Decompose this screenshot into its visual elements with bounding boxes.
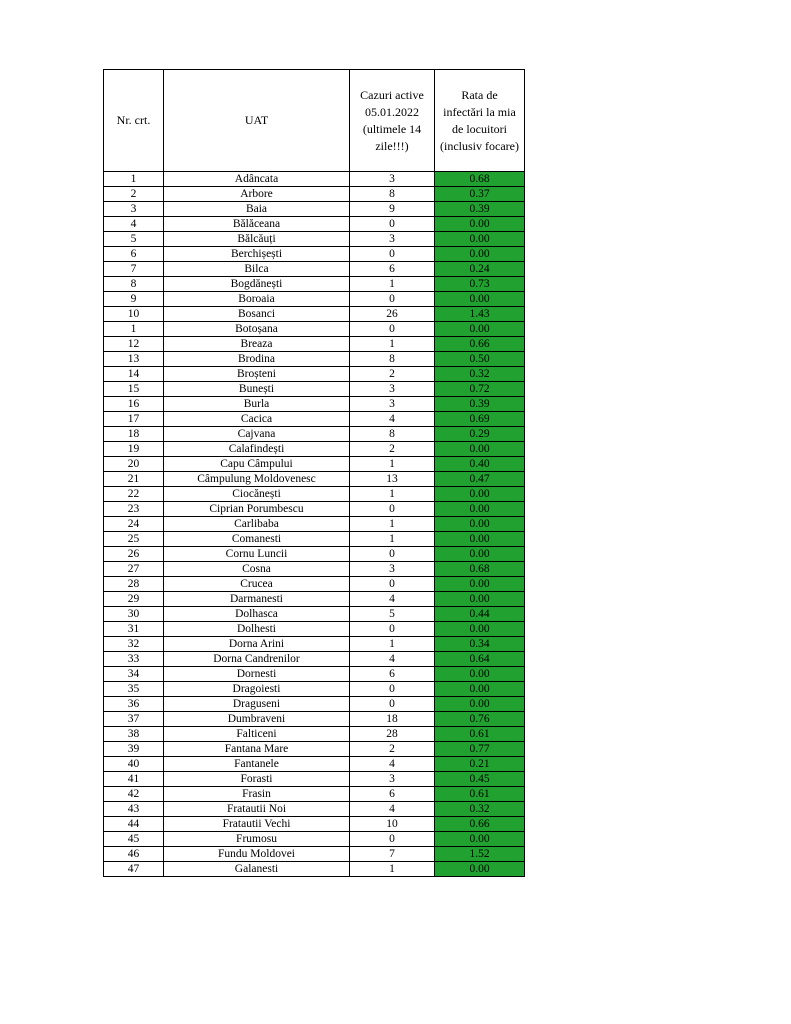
active-cases-cell: 1 (350, 517, 435, 532)
uat-name-cell: Baia (164, 202, 350, 217)
uat-name-cell: Dolhasca (164, 607, 350, 622)
active-cases-cell: 26 (350, 307, 435, 322)
row-number-cell: 17 (104, 412, 164, 427)
uat-name-cell: Bălcăuți (164, 232, 350, 247)
infection-rate-cell: 0.00 (435, 832, 525, 847)
infection-rate-cell: 0.39 (435, 202, 525, 217)
uat-name-cell: Falticeni (164, 727, 350, 742)
active-cases-cell: 1 (350, 337, 435, 352)
row-number-cell: 16 (104, 397, 164, 412)
table-row (104, 457, 525, 472)
infection-rate-cell: 0.00 (435, 577, 525, 592)
uat-name-cell: Fantanele (164, 757, 350, 772)
table-row (104, 517, 525, 532)
active-cases-cell: 9 (350, 202, 435, 217)
row-number-cell: 43 (104, 802, 164, 817)
table-row (104, 652, 525, 667)
infection-rate-cell: 0.21 (435, 757, 525, 772)
row-number-cell: 1 (104, 172, 164, 187)
uat-name-cell: Fratautii Noi (164, 802, 350, 817)
active-cases-cell: 3 (350, 382, 435, 397)
header-active-cases-line: (ultimele 14 (362, 121, 422, 136)
uat-name-cell: Cajvana (164, 427, 350, 442)
table-row (104, 187, 525, 202)
active-cases-cell: 4 (350, 757, 435, 772)
active-cases-cell: 1 (350, 532, 435, 547)
infection-rate-cell: 0.39 (435, 397, 525, 412)
uat-name-cell: Dumbraveni (164, 712, 350, 727)
uat-name-cell: Bosanci (164, 307, 350, 322)
row-number-cell: 3 (104, 202, 164, 217)
infection-rate-cell: 0.68 (435, 562, 525, 577)
active-cases-cell: 18 (350, 712, 435, 727)
row-number-cell: 15 (104, 382, 164, 397)
active-cases-cell: 4 (350, 652, 435, 667)
infection-rate-cell: 0.00 (435, 442, 525, 457)
uat-name-cell: Broșteni (164, 367, 350, 382)
row-number-cell: 6 (104, 247, 164, 262)
uat-name-cell: Bogdănești (164, 277, 350, 292)
infection-rate-cell: 0.29 (435, 427, 525, 442)
uat-name-cell: Fundu Moldovei (164, 847, 350, 862)
uat-name-cell: Crucea (164, 577, 350, 592)
row-number-cell: 14 (104, 367, 164, 382)
table-row (104, 232, 525, 247)
table-row (104, 487, 525, 502)
table-row (104, 382, 525, 397)
active-cases-cell: 3 (350, 562, 435, 577)
active-cases-cell: 8 (350, 427, 435, 442)
uat-name-cell: Calafindești (164, 442, 350, 457)
active-cases-cell: 0 (350, 547, 435, 562)
uat-name-cell: Fratautii Vechi (164, 817, 350, 832)
uat-name-cell: Burla (164, 397, 350, 412)
uat-name-cell: Draguseni (164, 697, 350, 712)
row-number-cell: 46 (104, 847, 164, 862)
row-number-cell: 35 (104, 682, 164, 697)
table-row (104, 502, 525, 517)
row-number-cell: 4 (104, 217, 164, 232)
uat-name-cell: Darmanesti (164, 592, 350, 607)
uat-name-cell: Frasin (164, 787, 350, 802)
table-row (104, 322, 525, 337)
header-active-cases-line: 05.01.2022 (365, 104, 419, 119)
table-row (104, 262, 525, 277)
infection-rate-cell: 0.00 (435, 502, 525, 517)
infection-rate-cell: 0.00 (435, 247, 525, 262)
table-row (104, 847, 525, 862)
table-row (104, 622, 525, 637)
uat-name-cell: Capu Câmpului (164, 457, 350, 472)
infection-rate-cell: 0.00 (435, 547, 525, 562)
active-cases-cell: 0 (350, 322, 435, 337)
row-number-cell: 1 (104, 322, 164, 337)
table-body (104, 172, 525, 877)
active-cases-cell: 13 (350, 472, 435, 487)
uat-name-cell: Carlibaba (164, 517, 350, 532)
header-uat: UAT (164, 70, 350, 172)
row-number-cell: 5 (104, 232, 164, 247)
table-row (104, 277, 525, 292)
row-number-cell: 8 (104, 277, 164, 292)
active-cases-cell: 1 (350, 637, 435, 652)
table-row (104, 787, 525, 802)
infection-rate-cell: 0.00 (435, 232, 525, 247)
row-number-cell: 36 (104, 697, 164, 712)
table-row (104, 607, 525, 622)
infection-rate-cell: 0.00 (435, 697, 525, 712)
active-cases-cell: 4 (350, 592, 435, 607)
table-row (104, 832, 525, 847)
row-number-cell: 38 (104, 727, 164, 742)
infection-rate-cell: 0.72 (435, 382, 525, 397)
active-cases-cell: 1 (350, 862, 435, 877)
infection-rate-cell: 0.00 (435, 487, 525, 502)
uat-name-cell: Bunești (164, 382, 350, 397)
table-row (104, 757, 525, 772)
uat-name-cell: Cornu Luncii (164, 547, 350, 562)
table-row (104, 352, 525, 367)
active-cases-cell: 0 (350, 217, 435, 232)
row-number-cell: 13 (104, 352, 164, 367)
active-cases-cell: 3 (350, 172, 435, 187)
active-cases-cell: 28 (350, 727, 435, 742)
row-number-cell: 21 (104, 472, 164, 487)
infection-rate-cell: 0.73 (435, 277, 525, 292)
uat-name-cell: Berchișești (164, 247, 350, 262)
active-cases-cell: 1 (350, 487, 435, 502)
table-row (104, 412, 525, 427)
uat-name-cell: Bălăceana (164, 217, 350, 232)
header-row (104, 70, 525, 172)
row-number-cell: 45 (104, 832, 164, 847)
table-row (104, 592, 525, 607)
active-cases-cell: 7 (350, 847, 435, 862)
table-row (104, 532, 525, 547)
infection-rate-cell: 0.47 (435, 472, 525, 487)
infection-rate-cell: 0.00 (435, 622, 525, 637)
row-number-cell: 2 (104, 187, 164, 202)
infection-rate-cell: 0.77 (435, 742, 525, 757)
active-cases-cell: 3 (350, 232, 435, 247)
table-row (104, 712, 525, 727)
table-row (104, 802, 525, 817)
uat-name-cell: Fantana Mare (164, 742, 350, 757)
infection-rate-cell: 0.61 (435, 727, 525, 742)
table-row (104, 247, 525, 262)
header-active-cases (350, 70, 435, 172)
active-cases-cell: 1 (350, 457, 435, 472)
active-cases-cell: 1 (350, 277, 435, 292)
table-row (104, 547, 525, 562)
row-number-cell: 37 (104, 712, 164, 727)
uat-name-cell: Brodina (164, 352, 350, 367)
uat-name-cell: Dorna Arini (164, 637, 350, 652)
table-row (104, 727, 525, 742)
row-number-cell: 25 (104, 532, 164, 547)
active-cases-cell: 2 (350, 742, 435, 757)
active-cases-cell: 0 (350, 832, 435, 847)
active-cases-cell: 3 (350, 772, 435, 787)
row-number-cell: 32 (104, 637, 164, 652)
table-row (104, 397, 525, 412)
table-row (104, 367, 525, 382)
row-number-cell: 30 (104, 607, 164, 622)
uat-name-cell: Boroaia (164, 292, 350, 307)
infection-rate-cell: 1.43 (435, 307, 525, 322)
table-row (104, 682, 525, 697)
infection-rate-cell: 0.69 (435, 412, 525, 427)
row-number-cell: 24 (104, 517, 164, 532)
table-row (104, 667, 525, 682)
table-row (104, 307, 525, 322)
infection-rate-cell: 0.50 (435, 352, 525, 367)
table-row (104, 217, 525, 232)
table-row (104, 562, 525, 577)
infection-rate-cell: 0.00 (435, 517, 525, 532)
row-number-cell: 47 (104, 862, 164, 877)
header-infection-rate-line: (inclusiv focare) (440, 138, 519, 153)
infection-rate-cell: 0.00 (435, 217, 525, 232)
row-number-cell: 33 (104, 652, 164, 667)
infection-rate-cell: 0.68 (435, 172, 525, 187)
row-number-cell: 27 (104, 562, 164, 577)
uat-name-cell: Ciprian Porumbescu (164, 502, 350, 517)
uat-name-cell: Dorna Candrenilor (164, 652, 350, 667)
infection-rate-cell: 0.32 (435, 367, 525, 382)
infection-rate-cell: 0.00 (435, 592, 525, 607)
active-cases-cell: 6 (350, 667, 435, 682)
active-cases-cell: 8 (350, 187, 435, 202)
active-cases-cell: 2 (350, 367, 435, 382)
table-row (104, 862, 525, 877)
infection-rate-cell: 0.00 (435, 322, 525, 337)
active-cases-cell: 6 (350, 787, 435, 802)
table-row (104, 577, 525, 592)
uat-name-cell: Dolhesti (164, 622, 350, 637)
uat-name-cell: Galanesti (164, 862, 350, 877)
infection-rate-cell: 0.34 (435, 637, 525, 652)
row-number-cell: 9 (104, 292, 164, 307)
table-row (104, 427, 525, 442)
infection-rate-cell: 1.52 (435, 847, 525, 862)
infection-rate-cell: 0.24 (435, 262, 525, 277)
infection-rate-cell: 0.00 (435, 532, 525, 547)
uat-name-cell: Cacica (164, 412, 350, 427)
row-number-cell: 22 (104, 487, 164, 502)
uat-name-cell: Comanesti (164, 532, 350, 547)
active-cases-cell: 0 (350, 577, 435, 592)
header-infection-rate-line: infectări la mia (443, 104, 516, 119)
header-active-cases-line: zile!!!) (375, 138, 409, 153)
row-number-cell: 26 (104, 547, 164, 562)
uat-name-cell: Forasti (164, 772, 350, 787)
row-number-cell: 7 (104, 262, 164, 277)
uat-name-cell: Ciocănești (164, 487, 350, 502)
active-cases-cell: 0 (350, 697, 435, 712)
row-number-cell: 41 (104, 772, 164, 787)
active-cases-cell: 0 (350, 292, 435, 307)
header-infection-rate (435, 70, 525, 172)
header-nr: Nr. crt. (104, 70, 164, 172)
row-number-cell: 12 (104, 337, 164, 352)
infection-rate-cell: 0.37 (435, 187, 525, 202)
infection-rate-cell: 0.44 (435, 607, 525, 622)
uat-name-cell: Breaza (164, 337, 350, 352)
active-cases-cell: 4 (350, 802, 435, 817)
uat-name-cell: Câmpulung Moldovenesc (164, 472, 350, 487)
uat-name-cell: Frumosu (164, 832, 350, 847)
uat-name-cell: Bilca (164, 262, 350, 277)
infection-rate-cell: 0.32 (435, 802, 525, 817)
infection-rate-cell: 0.45 (435, 772, 525, 787)
active-cases-cell: 0 (350, 622, 435, 637)
active-cases-cell: 0 (350, 502, 435, 517)
infection-rate-cell: 0.66 (435, 817, 525, 832)
table-row (104, 442, 525, 457)
row-number-cell: 29 (104, 592, 164, 607)
uat-name-cell: Botoșana (164, 322, 350, 337)
row-number-cell: 31 (104, 622, 164, 637)
infection-rate-cell: 0.00 (435, 862, 525, 877)
row-number-cell: 42 (104, 787, 164, 802)
infection-rate-cell: 0.64 (435, 652, 525, 667)
table-row (104, 472, 525, 487)
row-number-cell: 18 (104, 427, 164, 442)
row-number-cell: 39 (104, 742, 164, 757)
active-cases-cell: 0 (350, 682, 435, 697)
cases-table (103, 69, 525, 877)
table-row (104, 202, 525, 217)
row-number-cell: 34 (104, 667, 164, 682)
active-cases-cell: 4 (350, 412, 435, 427)
infection-rate-cell: 0.61 (435, 787, 525, 802)
infection-rate-cell: 0.00 (435, 667, 525, 682)
row-number-cell: 10 (104, 307, 164, 322)
row-number-cell: 28 (104, 577, 164, 592)
table-row (104, 742, 525, 757)
row-number-cell: 20 (104, 457, 164, 472)
infection-rate-cell: 0.00 (435, 682, 525, 697)
active-cases-cell: 0 (350, 247, 435, 262)
infection-rate-cell: 0.66 (435, 337, 525, 352)
header-active-cases-line: Cazuri active (360, 87, 424, 102)
header-infection-rate-line: Rata de (461, 87, 498, 102)
table-row (104, 772, 525, 787)
row-number-cell: 40 (104, 757, 164, 772)
uat-name-cell: Cosna (164, 562, 350, 577)
uat-name-cell: Adâncata (164, 172, 350, 187)
uat-name-cell: Arbore (164, 187, 350, 202)
active-cases-cell: 6 (350, 262, 435, 277)
row-number-cell: 44 (104, 817, 164, 832)
active-cases-cell: 2 (350, 442, 435, 457)
row-number-cell: 19 (104, 442, 164, 457)
table-row (104, 172, 525, 187)
uat-name-cell: Dragoiesti (164, 682, 350, 697)
row-number-cell: 23 (104, 502, 164, 517)
table-row (104, 292, 525, 307)
table-row (104, 697, 525, 712)
header-infection-rate-line: de locuitori (452, 121, 507, 136)
table-row (104, 637, 525, 652)
active-cases-cell: 10 (350, 817, 435, 832)
active-cases-cell: 8 (350, 352, 435, 367)
infection-rate-cell: 0.00 (435, 292, 525, 307)
table-row (104, 817, 525, 832)
table-row (104, 337, 525, 352)
active-cases-cell: 5 (350, 607, 435, 622)
active-cases-cell: 3 (350, 397, 435, 412)
uat-name-cell: Dornesti (164, 667, 350, 682)
infection-rate-cell: 0.76 (435, 712, 525, 727)
infection-rate-cell: 0.40 (435, 457, 525, 472)
